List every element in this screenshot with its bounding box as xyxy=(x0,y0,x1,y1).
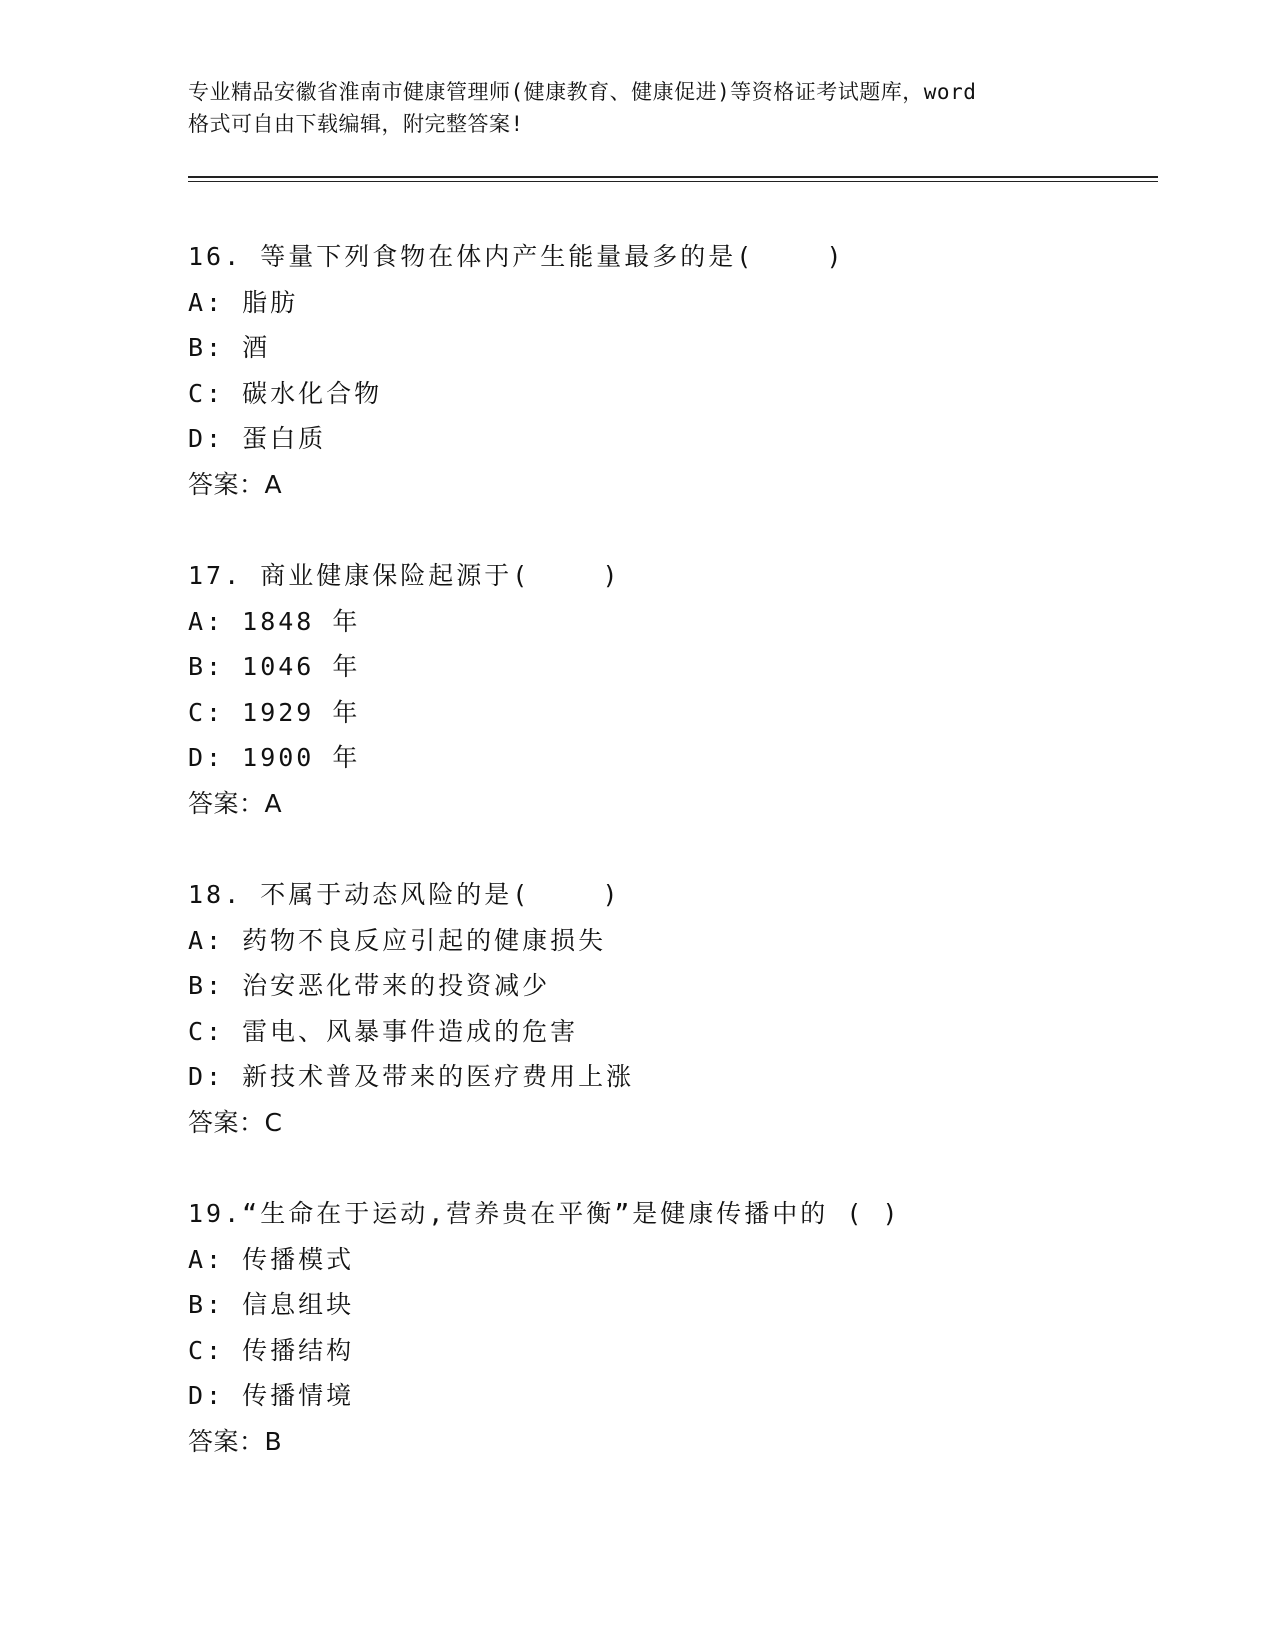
option-a: A: 药物不良反应引起的健康损失 xyxy=(188,925,607,955)
document-header xyxy=(188,76,1088,140)
question-18 xyxy=(188,872,1148,1146)
option-d: D: 1900 年 xyxy=(188,743,361,773)
header-divider-bottom xyxy=(188,181,1158,182)
option-a: A: 传播模式 xyxy=(188,1244,355,1274)
question-19 xyxy=(188,1191,1148,1465)
option-c: C: 雷电、风暴事件造成的危害 xyxy=(188,1016,579,1046)
question-stem: 16. 等量下列食物在体内产生能量最多的是( ) xyxy=(188,242,845,271)
option-d: D: 传播情境 xyxy=(188,1381,355,1411)
option-d: D: 蛋白质 xyxy=(188,424,327,454)
header-line-1: 专业精品安徽省淮南市健康管理师(健康教育、健康促进)等资格证考试题库，word xyxy=(188,80,977,104)
option-c: C: 传播结构 xyxy=(188,1335,355,1365)
header-divider-top xyxy=(188,176,1158,178)
question-17 xyxy=(188,553,1148,827)
option-a: A: 1848 年 xyxy=(188,606,361,636)
option-b: B: 酒 xyxy=(188,333,271,363)
question-16 xyxy=(188,234,1148,508)
answer-line: 答案：C xyxy=(188,1107,283,1137)
header-line-2: 格式可自由下载编辑，附完整答案! xyxy=(188,112,524,136)
question-stem: 17. 商业健康保险起源于( ) xyxy=(188,561,621,590)
answer-line: 答案：B xyxy=(188,1426,283,1456)
answer-line: 答案：A xyxy=(188,788,283,818)
option-d: D: 新技术普及带来的医疗费用上涨 xyxy=(188,1062,635,1092)
option-a: A: 脂肪 xyxy=(188,287,299,317)
option-b: B: 1046 年 xyxy=(188,652,361,682)
option-b: B: 信息组块 xyxy=(188,1290,355,1320)
option-c: C: 1929 年 xyxy=(188,697,361,727)
option-c: C: 碳水化合物 xyxy=(188,378,383,408)
question-stem: 19.“生命在于运动,营养贵在平衡”是健康传播中的 ( ) xyxy=(188,1199,901,1228)
question-stem: 18. 不属于动态风险的是( ) xyxy=(188,880,621,909)
option-b: B: 治安恶化带来的投资减少 xyxy=(188,971,551,1001)
answer-line: 答案：A xyxy=(188,469,283,499)
